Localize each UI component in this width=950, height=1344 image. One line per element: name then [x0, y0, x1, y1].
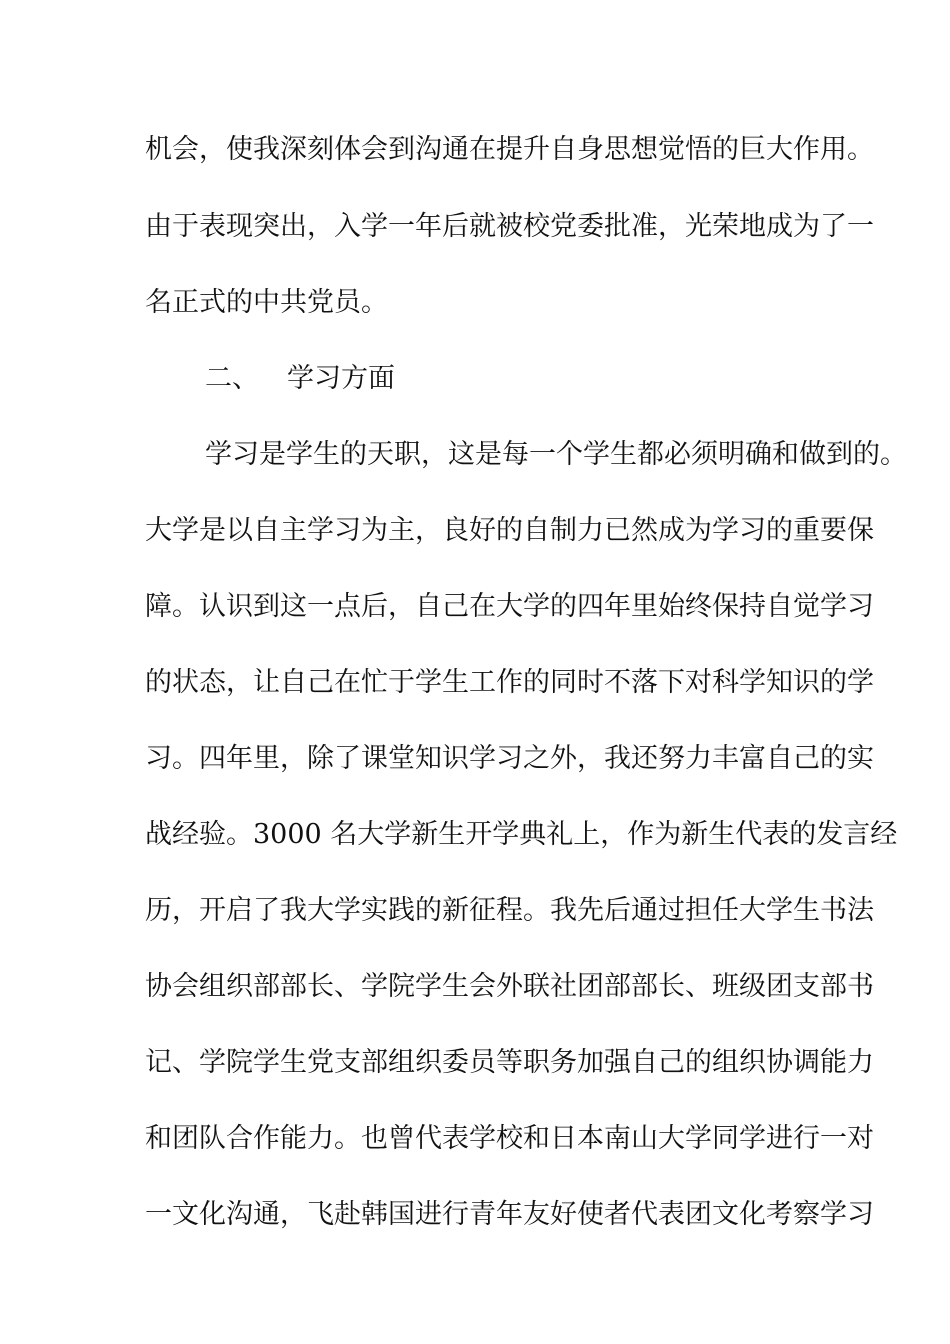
paragraph-line: 大学是以自主学习为主，良好的自制力已然成为学习的重要保: [145, 515, 874, 546]
paragraph-line: 习。四年里，除了课堂知识学习之外，我还努力丰富自己的实: [145, 743, 874, 774]
paragraph-line: 机会，使我深刻体会到沟通在提升自身思想觉悟的巨大作用。: [145, 134, 874, 165]
paragraph-line: 战经验。3000 名大学新生开学典礼上，作为新生代表的发言经: [145, 819, 898, 850]
paragraph-line: 记、学院学生党支部组织委员等职务加强自己的组织协调能力: [145, 1047, 874, 1078]
paragraph-line: 历，开启了我大学实践的新征程。我先后通过担任大学生书法: [145, 895, 874, 926]
paragraph-line: 由于表现突出，入学一年后就被校党委批准，光荣地成为了一: [145, 211, 874, 242]
paragraph-line: 一文化沟通，飞赴韩国进行青年友好使者代表团文化考察学习: [145, 1199, 874, 1230]
section-heading: [205, 359, 885, 399]
paragraph-line: 的状态，让自己在忙于学生工作的同时不落下对科学知识的学: [145, 667, 874, 698]
paragraph-line: 和团队合作能力。也曾代表学校和日本南山大学同学进行一对: [145, 1123, 874, 1154]
paragraph-line: 名正式的中共党员。: [145, 287, 388, 318]
section-heading-number: 二、: [205, 363, 259, 394]
section-heading-title: 学习方面: [287, 363, 395, 394]
paragraph-line: 学习是学生的天职，这是每一个学生都必须明确和做到的。: [205, 439, 907, 470]
paragraph-line: 障。认识到这一点后，自己在大学的四年里始终保持自觉学习: [145, 591, 874, 622]
paragraph-line: 协会组织部部长、学院学生会外联社团部部长、班级团支部书: [145, 971, 874, 1002]
